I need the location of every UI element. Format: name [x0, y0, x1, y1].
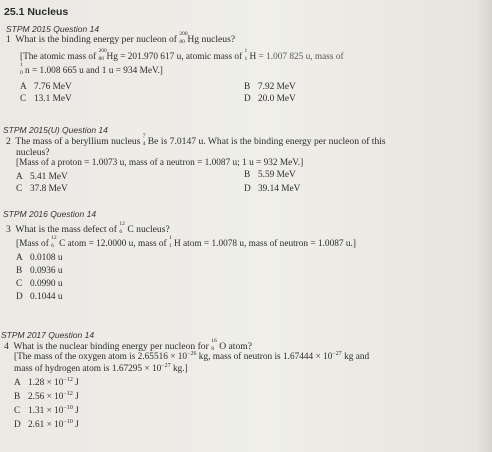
q3-stem: 3 What is the mass defect of 12 6 C nucleus? [6, 221, 170, 235]
q1-option-c: C 13.1 MeV [20, 94, 72, 104]
q4-source: STPM 2017 Question 14 [1, 330, 95, 340]
page-edge-shadow [476, 0, 492, 452]
q1-given-line2: 1 0 n = 1.008 665 u and 1 u = 934 MeV.] [20, 62, 163, 76]
q4-given-line1: [The mass of the oxygen atom is $2.65516 \times 10^{-26}$ kg, mass of neutron is $1.67444 \times 10^{-27}$ kg and [14, 350, 370, 362]
q1-isotope: 200 80 [179, 31, 188, 45]
q4-option-b: B $2.56 \times 10^{-12}$ J [14, 390, 79, 402]
q1-given-line1: [The atomic mass of 200 80 Hg = 201.970 617 u, atomic mass of 1 1 H = 1.007 825 u, mass of [20, 48, 344, 62]
q3-option-c: C 0.0990 u [16, 279, 63, 289]
q1-source: STPM 2015 Question 14 [6, 24, 100, 34]
q1-option-a: A 7.76 MeV [20, 82, 72, 92]
q4-given-line2: mass of hydrogen atom is $1.67295 \times 10^{-27}$ kg.] [14, 362, 188, 374]
q2-stem-line1: 2 The mass of a beryllium nucleus 7 4 Be is 7.0147 u. What is the binding energy per nucleon of this [6, 133, 386, 147]
q3-given: [Mass of 12 6 C atom = 12.0000 u, mass of 1 1 H atom = 1.0078 u, mass of neutron = 1.0087 u.] [16, 235, 356, 249]
q4-option-d: D $2.61 \times 10^{-10}$ J [14, 418, 79, 430]
q3-option-a: A 0.0108 u [16, 253, 63, 263]
q2-option-b: B 5.59 MeV [244, 170, 296, 180]
q2-option-c: C 37.8 MeV [16, 184, 68, 194]
q1-number: 1 [6, 34, 11, 45]
q2-option-d: D 39.14 MeV [244, 184, 301, 194]
q4-option-c: C $1.31 \times 10^{-10}$ J [14, 404, 79, 416]
q3-option-d: D 0.1044 u [16, 292, 63, 302]
q4-option-a: A $1.28 \times 10^{-12}$ J [14, 376, 79, 388]
q3-option-b: B 0.0936 u [16, 266, 63, 276]
q2-option-a: A 5.41 MeV [16, 172, 68, 182]
section-heading: 25.1 Nucleus [4, 6, 69, 18]
q1-option-b: B 7.92 MeV [244, 82, 296, 92]
q1-stem-text: What is the binding energy per nucleon of [15, 34, 177, 45]
q2-source: STPM 2015(U) Question 14 [3, 125, 108, 135]
q1-stem: 1 What is the binding energy per nucleon of 200 80 Hg nucleus? [6, 31, 236, 45]
q4-stem: 4 What is the nuclear binding energy per nucleon for 16 8 O atom? [4, 338, 252, 352]
q1-option-d: D 20.0 MeV [244, 94, 296, 104]
q2-given: [Mass of a proton = 1.0073 u, mass of a neutron = 1.0087 u; 1 u = 932 MeV.] [16, 158, 304, 168]
q2-stem-line2: nucleus? [16, 147, 50, 158]
q3-source: STPM 2016 Question 14 [3, 209, 97, 219]
